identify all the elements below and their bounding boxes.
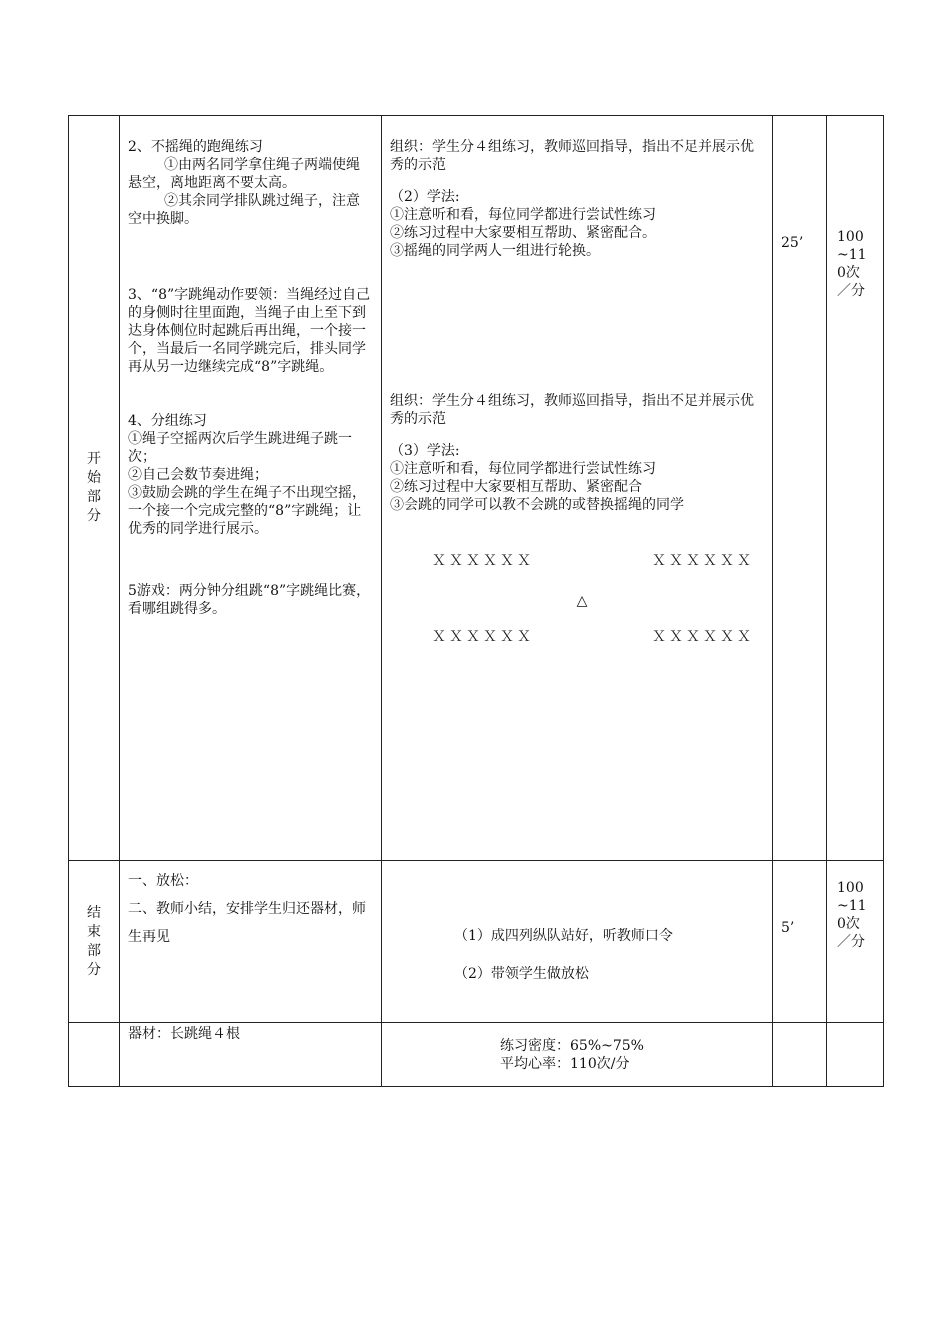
- item2-line2: ②其余同学排队跳过绳子，注意空中换脚。: [128, 193, 360, 227]
- end-content-line2: 二、教师小结，安排学生归还器材，师生再见: [128, 901, 366, 945]
- method2-line1: ①注意听和看，每位同学都进行尝试性练习: [390, 461, 656, 477]
- end-section-row: [69, 861, 884, 1023]
- end-heart-rate: 100~110次／分: [837, 880, 867, 950]
- start-organization-cell: [382, 116, 773, 861]
- end-content-cell: [120, 861, 382, 1023]
- teacher-symbol: △: [576, 593, 588, 609]
- end-org-line2: （2）带领学生做放松: [454, 966, 589, 982]
- end-section-label-cell: [69, 861, 120, 1023]
- start-section-row: [69, 116, 884, 861]
- start-section-label-cell: [69, 116, 120, 861]
- end-content-line1: 一、放松：: [128, 873, 198, 889]
- item4-line2: ②自己会数节奏进绳；: [128, 467, 268, 483]
- end-time: 5’: [781, 920, 795, 936]
- item2-title: 2、不摇绳的跑绳练习: [128, 139, 263, 155]
- equipment-text: 器材：长跳绳４根: [128, 1026, 240, 1042]
- org1-text: 组织：学生分４组练习，教师巡回指导，指出不足并展示优秀的示范: [390, 139, 754, 173]
- density-text: 练习密度：65%~75%: [500, 1038, 644, 1054]
- lesson-plan-table: [68, 115, 884, 1087]
- formation-group-bottom-left: ＸＸＸＸＸＸ: [432, 629, 534, 645]
- start-section-label: 开始部分: [87, 451, 101, 524]
- formation-group-top-right: ＸＸＸＸＸＸ: [652, 553, 754, 569]
- start-content-cell: [120, 116, 382, 861]
- item5-text: 5游戏：两分钟分组跳“8”字跳绳比赛，看哪组跳得多。: [128, 583, 371, 617]
- org2-text: 组织：学生分４组练习，教师巡回指导，指出不足并展示优秀的示范: [390, 393, 754, 427]
- start-heart-rate-cell: [827, 116, 884, 861]
- footer-rate-cell: [827, 1023, 884, 1087]
- end-organization-cell: [382, 861, 773, 1023]
- method1-title: （2）学法:: [390, 189, 460, 205]
- item4-title: 4、分组练习: [128, 413, 207, 429]
- end-time-cell: [773, 861, 827, 1023]
- method1-line1: ①注意听和看，每位同学都进行尝试性练习: [390, 207, 656, 223]
- formation-group-top-left: ＸＸＸＸＸＸ: [432, 553, 534, 569]
- item3-text: 3、“8”字跳绳动作要领：当绳经过自己的身侧时往里面跑，当绳子由上至下到达身体侧位时起跳后再出绳，一个接一个，当最后一名同学跳完后，排头同学再从另一边继续完成“8”字跳绳。: [128, 287, 371, 375]
- footer-row: [69, 1023, 884, 1087]
- footer-empty-cell: [69, 1023, 120, 1087]
- method1-line3: ③摇绳的同学两人一组进行轮换。: [390, 243, 600, 259]
- method1-line2: ②练习过程中大家要相互帮助、紧密配合。: [390, 225, 656, 241]
- footer-time-cell: [773, 1023, 827, 1087]
- formation-group-bottom-right: ＸＸＸＸＸＸ: [652, 629, 754, 645]
- start-time-cell: [773, 116, 827, 861]
- start-time: 25’: [781, 235, 804, 251]
- item4-line1: ①绳子空摇两次后学生跳进绳子跳一次；: [128, 431, 352, 465]
- density-cell: [382, 1023, 773, 1087]
- end-heart-rate-cell: [827, 861, 884, 1023]
- end-section-label: 结束部分: [87, 904, 101, 978]
- method2-line2: ②练习过程中大家要相互帮助、紧密配合: [390, 479, 642, 495]
- start-heart-rate: 100~110次／分: [837, 229, 867, 299]
- end-org-line1: （1）成四列纵队站好，听教师口令: [454, 928, 673, 944]
- method2-title: （3）学法:: [390, 443, 460, 459]
- formation-row-top: [390, 552, 764, 570]
- item4-line3: ③鼓励会跳的学生在绳子不出现空摇，一个接一个完成完整的“8”字跳绳；让优秀的同学进行展示。: [128, 485, 366, 537]
- equipment-cell: [120, 1023, 382, 1087]
- formation-row-bottom: [390, 628, 764, 646]
- method2-line3: ③会跳的同学可以教不会跳的或替换摇绳的同学: [390, 497, 684, 513]
- avg-heart-rate-text: 平均心率：110次/分: [500, 1056, 630, 1072]
- item2-line1: ①由两名同学拿住绳子两端使绳悬空，离地距离不要太高。: [128, 157, 360, 191]
